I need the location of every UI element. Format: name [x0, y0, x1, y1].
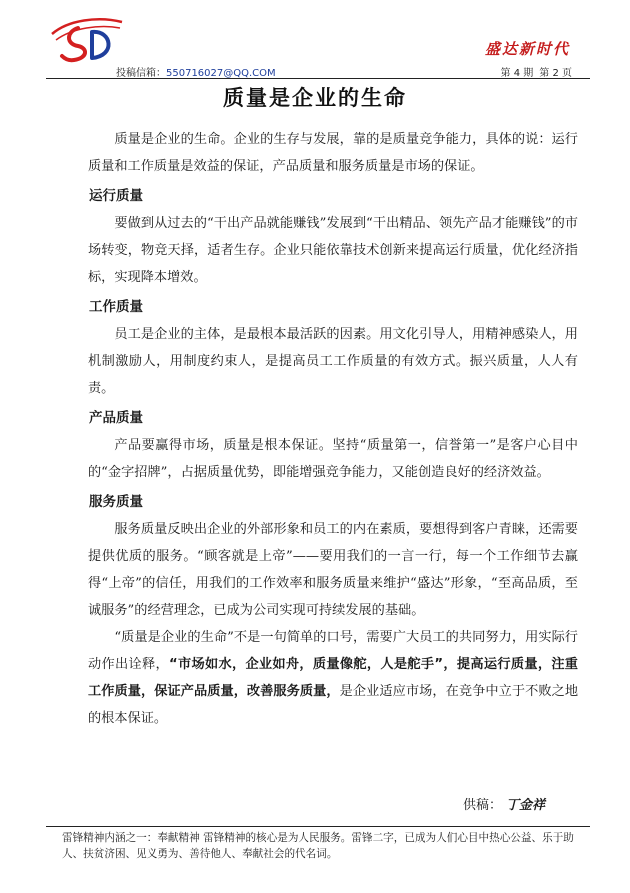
closing-tail: 是企业适应市场，在竞争中立于不败之地的根本保证。 — [88, 684, 579, 726]
intro-paragraph: 质量是企业的生命。企业的生存与发展，靠的是质量竞争能力，具体的说：运行质量和工作质量是效益的保证，产品质量和服务质量是市场的保证。 — [88, 132, 578, 174]
section-text-service: 服务质量反映出企业的外部形象和员工的内在素质，要想得到客户青睐，还需要提供优质的服务。“顾客就是上帝”——要用我们的一言一行，每一个工作细节去赢得“上帝”的信任，用我们的工作效率和服务质量来维护“盛达”形象，“至高品质，至诚服务”的经营理念，已成为公司实现可持续发展的基础。 — [88, 522, 578, 618]
issue-info — [495, 64, 572, 79]
section-text-product: 产品要赢得市场，质量是根本保证。坚持“质量第一，信誉第一”是客户心目中的“金字招牌”，占据质量优势，即能增强竞争能力，又能创造良好的经济效益。 — [88, 438, 578, 480]
sd-logo-icon — [48, 14, 128, 66]
contact-line — [116, 64, 276, 79]
brand-name: 盛达新时代 — [484, 40, 570, 58]
header-divider — [46, 78, 590, 79]
section-heading-operation: 运行质量 — [89, 188, 143, 204]
author-name: 丁金祥 — [505, 798, 545, 813]
contact-email[interactable]: 550716027@QQ.COM — [166, 68, 276, 79]
section-text-operation: 要做到从过去的“干出产品就能赚钱”发展到“干出精品、领先产品才能赚钱”的市场转变，物竞天择，适者生存。企业只能依靠技术创新来提高运行质量，优化经济指标，实现降本增效。 — [88, 216, 578, 285]
issue-number: 第 4 期 — [500, 68, 534, 79]
section-heading-product: 产品质量 — [89, 410, 143, 426]
sd-logo — [48, 14, 128, 66]
section-heading-service: 服务质量 — [89, 494, 143, 510]
author-credit — [463, 794, 545, 813]
closing-bold: “市场如水，企业如舟，质量像舵，人是舵手”，提高运行质量，注重工作质量，保证产品质量，改善服务质量， — [88, 657, 578, 699]
closing-lead: “质量是企业的生命”不是一句简单的口号，需要广大员工的共同努力，用实际行动作出诠释， — [88, 630, 578, 672]
article-body — [88, 126, 578, 732]
author-label: 供稿： — [462, 798, 502, 813]
section-text-work: 员工是企业的主体，是最根本最活跃的因素。用文化引导人，用精神感染人，用机制激励人，用制度约束人，是提高员工工作质量的有效方式。振兴质量，人人有责。 — [88, 327, 578, 396]
section-heading-work: 工作质量 — [89, 299, 143, 315]
article-title: 质量是企业的生命 — [223, 85, 407, 110]
contact-label: 投稿信箱： — [116, 68, 166, 79]
footer-text: 雷锋精神内涵之一：奉献精神 雷锋精神的核心是为人民服务。雷锋二字，已成为人们心目中热心公益、乐于助人、扶贫济困、见义勇为、善待他人、奉献社会的代名词。 — [62, 832, 574, 860]
closing-paragraph — [88, 624, 578, 732]
footer-divider — [46, 826, 590, 827]
page-number: 第 2 页 — [539, 68, 572, 79]
